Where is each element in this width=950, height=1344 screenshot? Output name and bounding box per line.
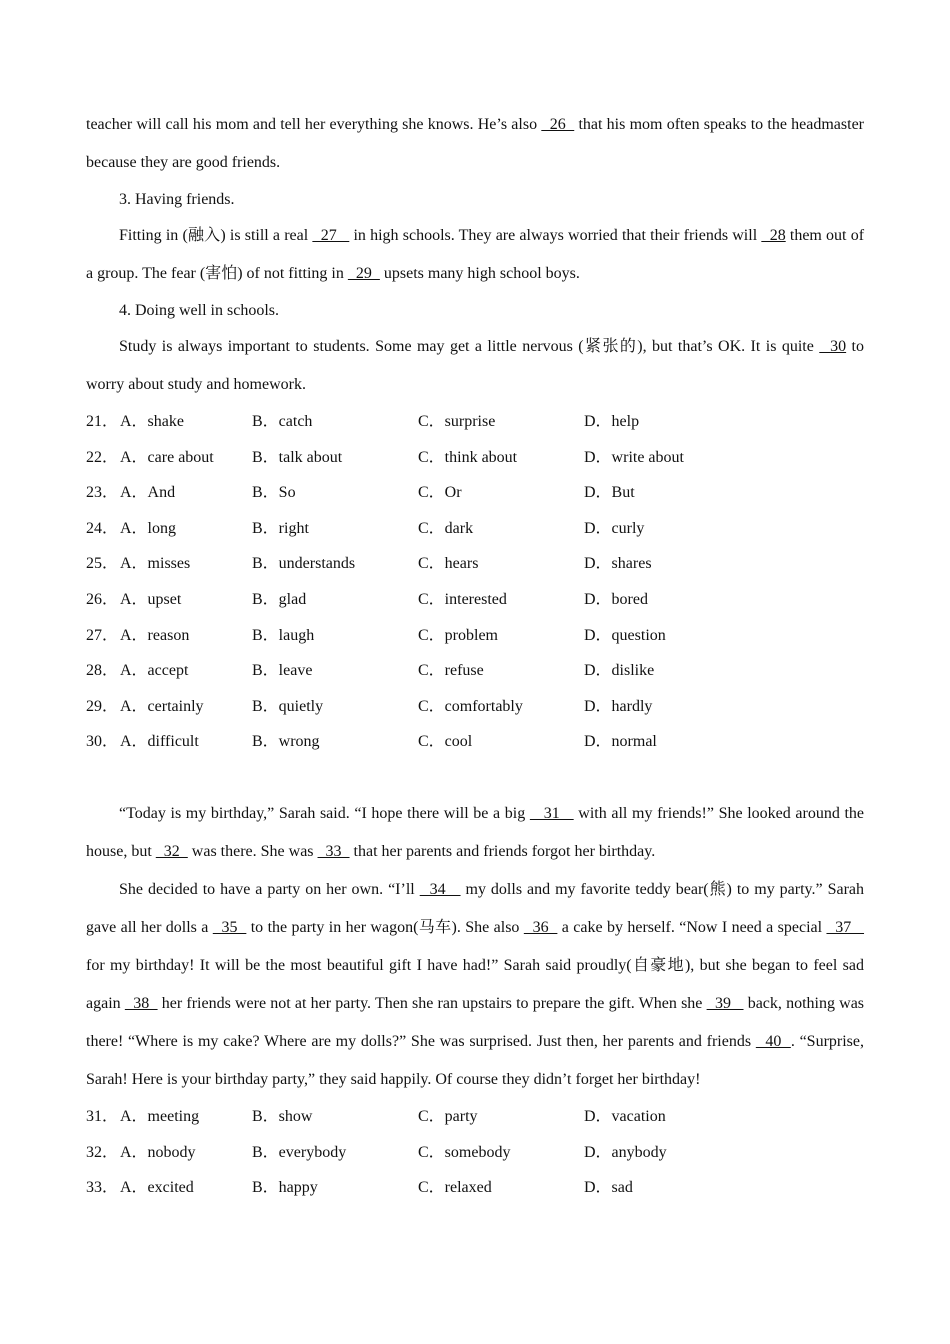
option-d: D．anybody (584, 1143, 667, 1161)
option-a: A．meeting (120, 1107, 200, 1125)
option-a: A．reason (120, 626, 190, 644)
passage-paragraph: teacher will call his mom and tell her everything she knows. He’s also 26 that his mom often speaks to the headmaster because they are good friends. (86, 116, 864, 171)
option-a: A．certainly (120, 697, 204, 715)
question-number: 31． (86, 1107, 119, 1125)
blank-29: 29 (347, 265, 380, 282)
option-b: B．wrong (252, 733, 320, 751)
option-c: C．think about (418, 448, 518, 466)
blank-36: 36 (523, 918, 558, 936)
option-a: A．And (120, 484, 176, 502)
option-d: D．bored (584, 590, 648, 608)
question-number: 24． (86, 519, 119, 537)
option-d: D．dislike (584, 662, 655, 680)
option-b: B．glad (252, 590, 307, 608)
question-number: 27． (86, 626, 119, 644)
option-b: B．right (252, 519, 309, 537)
option-c: C．comfortably (418, 697, 523, 715)
question-row (86, 1135, 864, 1171)
option-b: B．leave (252, 662, 313, 680)
option-c: C．hears (418, 555, 479, 573)
option-a: A．nobody (120, 1143, 196, 1161)
option-b: B．understands (252, 555, 356, 573)
document-page (86, 106, 864, 1206)
question-number: 23． (86, 484, 119, 502)
blank-26: 26 (541, 116, 575, 133)
option-c: C．cool (418, 733, 473, 751)
question-row (86, 653, 864, 689)
option-a: A．upset (120, 590, 182, 608)
options-list (86, 1099, 864, 1206)
blank-33: 33 (317, 842, 350, 860)
option-d: D．sad (584, 1179, 633, 1197)
section-heading: 4. Doing well in schools. (119, 302, 279, 319)
option-c: C．party (418, 1107, 478, 1125)
option-a: A．misses (120, 555, 191, 573)
blank-30: 30 (819, 338, 847, 355)
option-d: D．hardly (584, 697, 653, 715)
question-number: 26． (86, 590, 119, 608)
option-d: D．help (584, 413, 640, 430)
option-d: D．vacation (584, 1107, 666, 1125)
question-number: 21． (86, 413, 119, 430)
option-a: A．difficult (120, 733, 199, 751)
question-row (86, 618, 864, 654)
option-b: B．talk about (252, 448, 343, 466)
question-number: 22． (86, 448, 119, 466)
option-c: C．problem (418, 626, 498, 644)
blank-39: 39 (706, 994, 744, 1012)
option-a: A．long (120, 519, 177, 537)
question-number: 28． (86, 662, 119, 680)
option-c: C．refuse (418, 662, 484, 680)
question-row (86, 511, 864, 547)
option-d: D．shares (584, 555, 652, 573)
question-row (86, 724, 864, 760)
question-number: 29． (86, 697, 119, 715)
option-c: C．interested (418, 590, 507, 608)
blank-31: 31 (529, 804, 574, 822)
option-b: B．show (252, 1107, 313, 1125)
option-d: D．curly (584, 519, 645, 537)
passage-paragraph: “Today is my birthday,” Sarah said. “I hope there will be a big 31 with all my friends!” She looked around the house, but 32 was there. She was 33 that her parents and friends forgot her birthday. (86, 804, 865, 860)
blank-32: 32 (155, 842, 188, 860)
option-c: C．Or (418, 484, 462, 502)
option-c: C．relaxed (418, 1179, 492, 1197)
option-d: D．normal (584, 733, 657, 751)
question-row (86, 582, 864, 618)
question-row (86, 689, 864, 725)
option-b: B．So (252, 484, 296, 502)
option-b: B．happy (252, 1179, 318, 1197)
question-row (86, 1170, 864, 1206)
question-row (86, 546, 864, 582)
option-a: A．excited (120, 1179, 194, 1197)
option-a: A．shake (120, 413, 184, 430)
question-row (86, 404, 864, 440)
blank-40: 40 (755, 1032, 791, 1050)
question-number: 30． (86, 733, 119, 751)
option-b: B．laugh (252, 626, 315, 644)
question-number: 33． (86, 1179, 119, 1197)
blank-34: 34 (419, 880, 461, 898)
question-number: 25． (86, 555, 119, 573)
question-row (86, 1099, 864, 1135)
question-row (86, 475, 864, 511)
blank-37: 37 (826, 918, 865, 936)
blank-35: 35 (212, 918, 247, 936)
option-b: B．everybody (252, 1143, 347, 1161)
option-c: C．surprise (418, 413, 496, 430)
option-a: A．care about (120, 448, 214, 466)
blank-28: 28 (761, 227, 786, 244)
option-c: C．dark (418, 519, 474, 537)
options-list (86, 404, 864, 760)
section-heading: 3. Having friends. (119, 191, 235, 208)
question-number: 32． (86, 1143, 119, 1161)
passage-paragraph: She decided to have a party on her own. “I’ll 34 my dolls and my favorite teddy bear(熊) to my party.” Sarah gave all her dolls a 35 to the party in her wagon(马车). She also 36 a cake by herself. “Now I need a special 37 for my birthday! It will be the most beautiful gift I have had!” Sarah said proudly(自豪地), but she began to feel sad again 38 her friends were not at her party. Then she ran upstairs to prepare the gift. When she 39 back, nothing was there! “Where is my cake? Where are my dolls?” She was surprised. Just then, her parents and friends 40 . “Surprise, Sarah! Here is your birthday party,” they said happily. Of course they didn’t forget her birthday! (86, 880, 865, 1088)
option-a: A．accept (120, 662, 189, 680)
blank-27: 27 (312, 227, 350, 244)
blank-38: 38 (124, 994, 158, 1012)
option-c: C．somebody (418, 1143, 511, 1161)
option-d: D．question (584, 626, 666, 644)
option-b: B．quietly (252, 697, 324, 715)
passage-paragraph: Fitting in (融入) is still a real 27 in high schools. They are always worried that their friends will 28 them out of a group. The fear (害怕) of not fitting in 29 upsets many high school boys. (86, 227, 865, 282)
passage-paragraph: Study is always important to students. Some may get a little nervous (紧张的), but that’s OK. It is quite 30 to worry about study and homework. (86, 338, 864, 393)
option-b: B．catch (252, 413, 313, 430)
option-d: D．write about (584, 448, 684, 466)
question-row (86, 440, 864, 476)
option-d: D．But (584, 484, 635, 502)
